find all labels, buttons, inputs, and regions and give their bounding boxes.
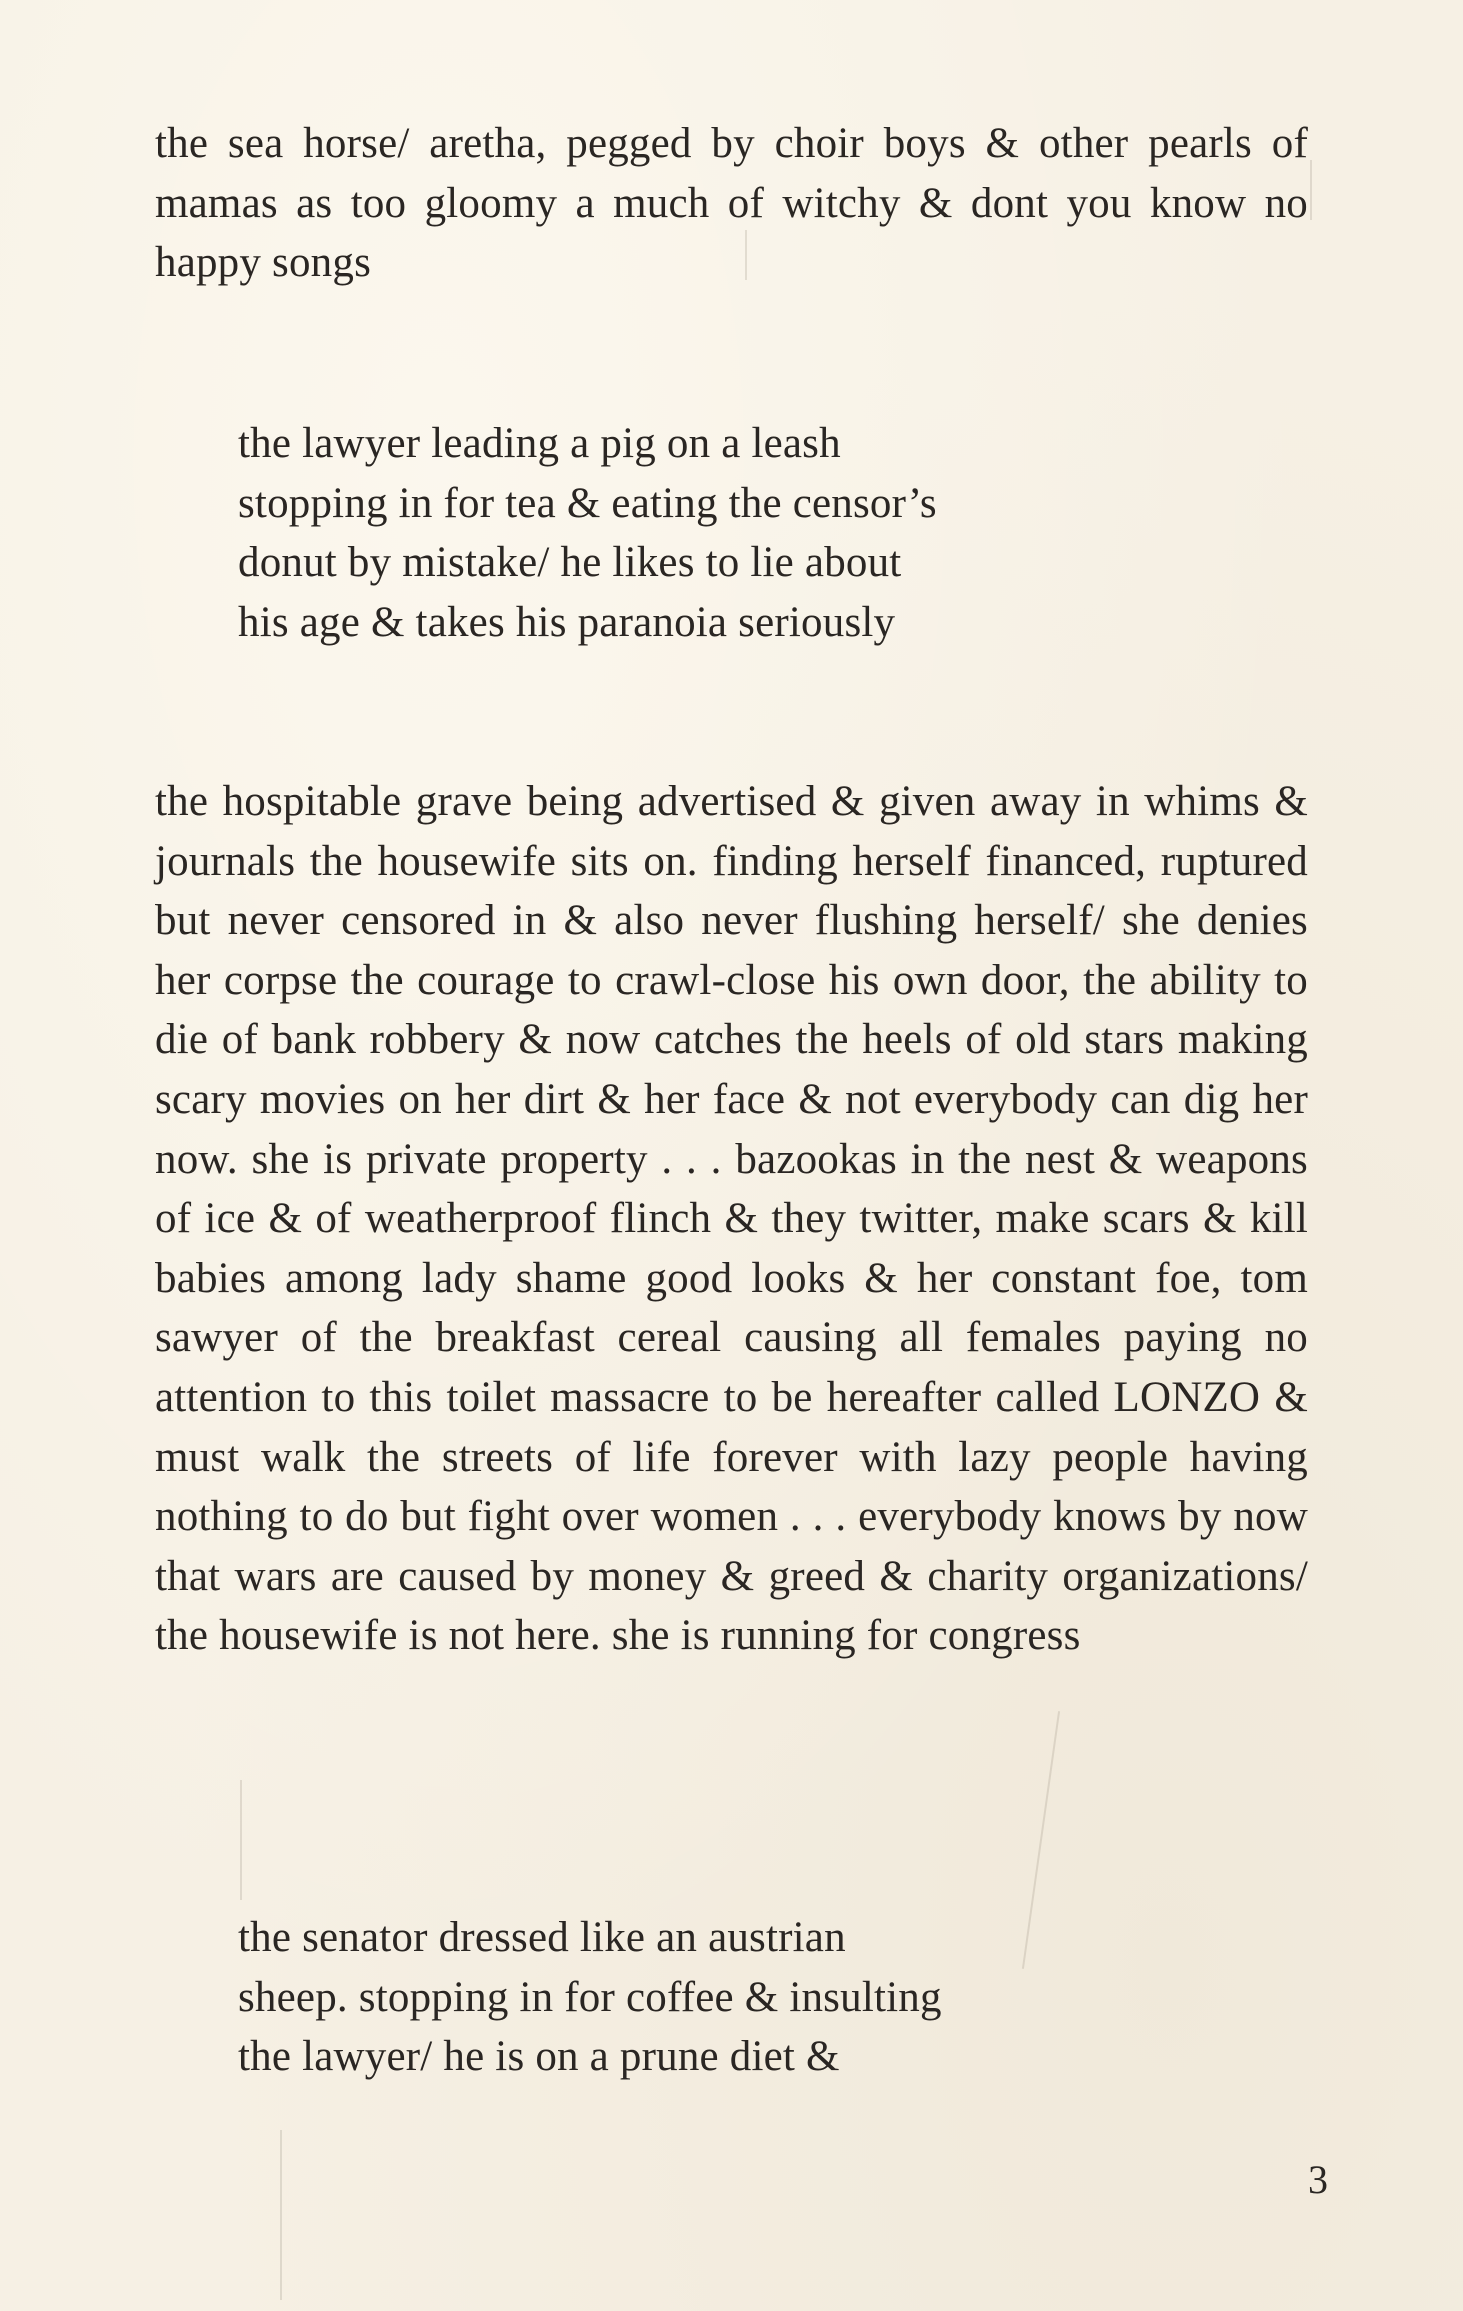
paper-fold-mark: [1310, 160, 1312, 220]
paper-fold-mark: [280, 2130, 282, 2300]
stanza-senator: the senator dressed like an austrian sheep. stopping in for coffee & insulting the lawyer/ he is on a prune diet &: [238, 1914, 942, 2081]
paragraph-hospitable-grave: the hospitable grave being advertised & given away in whims & journals the housewife sits on. finding herself financed, ruptured but never censored in & also never flushing herself/ she denies her corpse the courage to crawl-close his own door, the ability to die of bank robbery & now catches the heels of old stars making scary movies on her dirt & her face & not everybody can dig her now. she is private property . . . bazookas in the nest & weapons of ice & of weatherproof flinch & they twitter, make scars & kill babies among lady shame good looks & her constant foe, tom sawyer of the breakfast cereal causing all females paying no attention to this toilet massacre to be hereafter called LONZO & must walk the streets of life forever with lazy people having nothing to do but fight over women . . . everybody knows by now that wars are caused by money & greed & charity organizations/ the housewife is not here. she is running for congress: [155, 778, 1308, 1660]
stanza-lawyer: the lawyer leading a pig on a leash stopping in for tea & eating the censor’s donut by mistake/ he likes to lie about his age & takes his paranoia seriously: [238, 420, 937, 646]
paper-fold-mark: [240, 1780, 242, 1900]
page-number: 3: [1308, 2157, 1328, 2202]
paragraph-sea-horse: the sea horse/ aretha, pegged by choir boys & other pearls of mamas as too gloomy a much of witchy & dont you know no happy songs: [155, 120, 1308, 287]
